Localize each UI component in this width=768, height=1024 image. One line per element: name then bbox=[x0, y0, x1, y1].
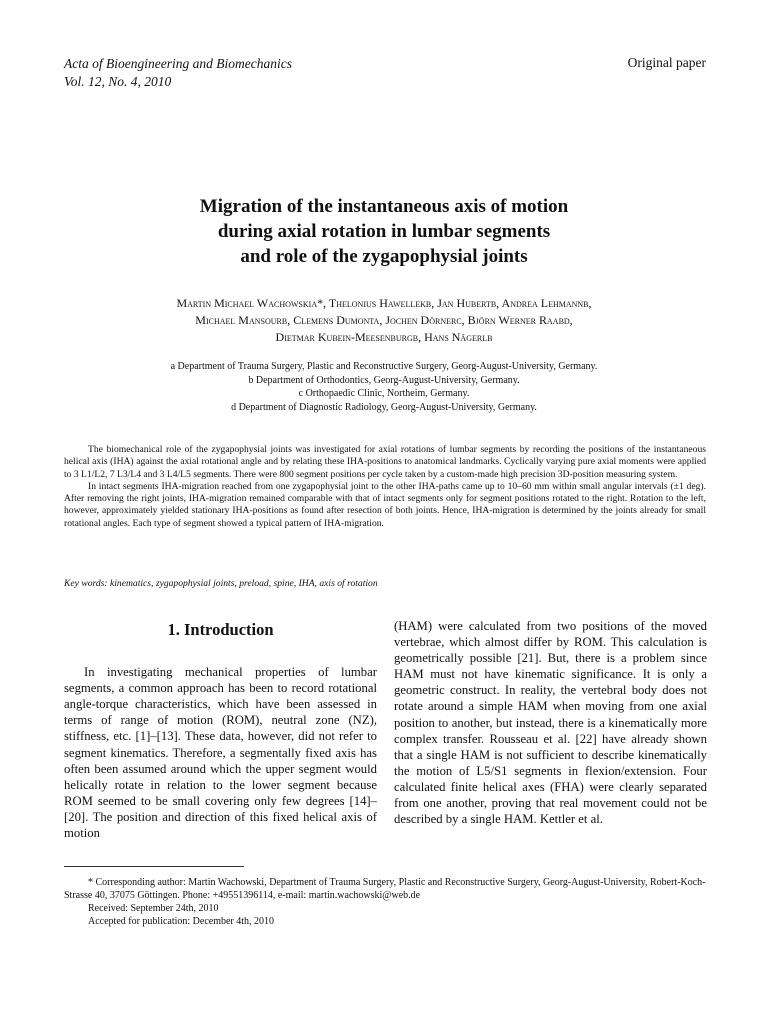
title-line-2: during axial rotation in lumbar segments bbox=[217, 221, 551, 242]
affiliation-b: b Department of Orthodontics, Georg-August-University, Germany. bbox=[248, 374, 520, 386]
affiliation-a: a Department of Trauma Surgery, Plastic and Reconstructive Surgery, Georg-August-University, Germany. bbox=[170, 361, 598, 372]
authors-line-2: Michael Mansourb, Clemens Dumonta, Jochen Dörnerc, Björn Werner Raabd, bbox=[195, 313, 573, 327]
authors-line-1: Martin Michael Wachowskia*, Thelonius Hawellekb, Jan Hubertb, Andrea Lehmannb, bbox=[176, 296, 592, 310]
journal-citation bbox=[64, 55, 292, 91]
footnotes bbox=[64, 876, 706, 928]
authors-line-3: Dietmar Kubein-Meesenburgb, Hans Nägerlb bbox=[275, 330, 493, 344]
author-list bbox=[60, 295, 708, 346]
paper-title bbox=[60, 194, 708, 269]
abstract-paragraph-1: The biomechanical role of the zygapophysial joints was investigated for axial rotations of lumbar segments by recording the positions of the instantaneous helical axis (IHA) against the axial rotational angle and by relating these IHA-positions to anatomical landmarks. Cyclically varying pure axial moments were applied to 3 L1/L2, 7 L3/L4 and 3 L4/L5 segments. There were 800 segment positions per cycle taken by a custom-made high precision 3D-position measuring system. bbox=[64, 444, 706, 480]
title-line-3: and role of the zygapophysial joints bbox=[240, 246, 528, 267]
abstract-paragraph-2: In intact segments IHA-migration reached from one zygapophysial joint to the other IHA-paths came up to 10–60 mm within small angular intervals (±1 deg). After removing the right joints, IHA-migration remained comparable with that of intact segments only for segment positions rotated to the right. Rotation to the left, however, approximately yielded stationary IHA-positions as found after resection of both joints. Hence, IHA-migration is determined by the joints already for small rotational angles. Each type of segment showed a typical pattern of IHA-migration. bbox=[64, 480, 706, 529]
affiliations bbox=[60, 360, 708, 414]
intro-text-left: In investigating mechanical properties of lumbar segments, a common approach has been to record rotational angle-torque characteristics, which have been assessed in terms of range of motion (ROM), neutral zone (NZ), stiffness, etc. [1]–[13]. These data, however, did not refer to segment kinematics. Therefore, a segmentally fixed axis has often been assumed around which the upper segment would helically rotate in relation to the lower segment because ROM seemed to be small covering only few degrees [14]–[20]. The position and direction of this fixed helical axis of motion bbox=[64, 665, 377, 841]
right-column bbox=[394, 618, 707, 827]
affiliation-d: d Department of Diagnostic Radiology, Georg-August-University, Germany. bbox=[231, 401, 537, 413]
journal-volume: Vol. 12, No. 4, 2010 bbox=[64, 74, 172, 89]
received-date: Received: September 24th, 2010 bbox=[88, 903, 219, 914]
footnote-divider bbox=[64, 866, 244, 867]
abstract bbox=[64, 444, 706, 530]
section-heading: 1. Introduction bbox=[167, 620, 274, 639]
paper-type: Original paper bbox=[627, 55, 706, 70]
left-column bbox=[64, 618, 377, 841]
affiliation-c: c Orthopaedic Clinic, Northeim, Germany. bbox=[298, 388, 470, 399]
intro-text-right: (HAM) were calculated from two positions of the moved vertebrae, which almost differ by ROM. This calculation is geometrically possible [21]. But, there is a problem since HAM must not have kinematic significance. It is only a geometric construct. In reality, the vertebral body does not rotate around a simple HAM when moving from one axial position to another, but instead, there is a kinematically more complex transfer. Rousseau et al. [22] have already shown that a single HAM is not sufficient to describe kinematically the motion of L5/S1 segments in flexion/extension. Four calculated finite helical axes (FHA) were clearly separated from one another, proving that real movement could not be described by a single HAM. Kettler et al. bbox=[394, 619, 707, 827]
journal-name: Acta of Bioengineering and Biomechanics bbox=[64, 56, 292, 71]
title-line-1: Migration of the instantaneous axis of motion bbox=[199, 196, 569, 217]
keywords: Key words: kinematics, zygapophysial joints, preload, spine, IHA, axis of rotation bbox=[64, 578, 378, 589]
corresponding-author-note: * Corresponding author: Martin Wachowski, Department of Trauma Surgery, Plastic and Reconstructive Surgery, Georg-August-University, Robert-Koch-Strasse 40, 37075 Göttingen. Phone: +49551396114, e-mail: martin.wachowski@web.de bbox=[64, 877, 706, 901]
accepted-date: Accepted for publication: December 4th, 2010 bbox=[88, 916, 275, 927]
